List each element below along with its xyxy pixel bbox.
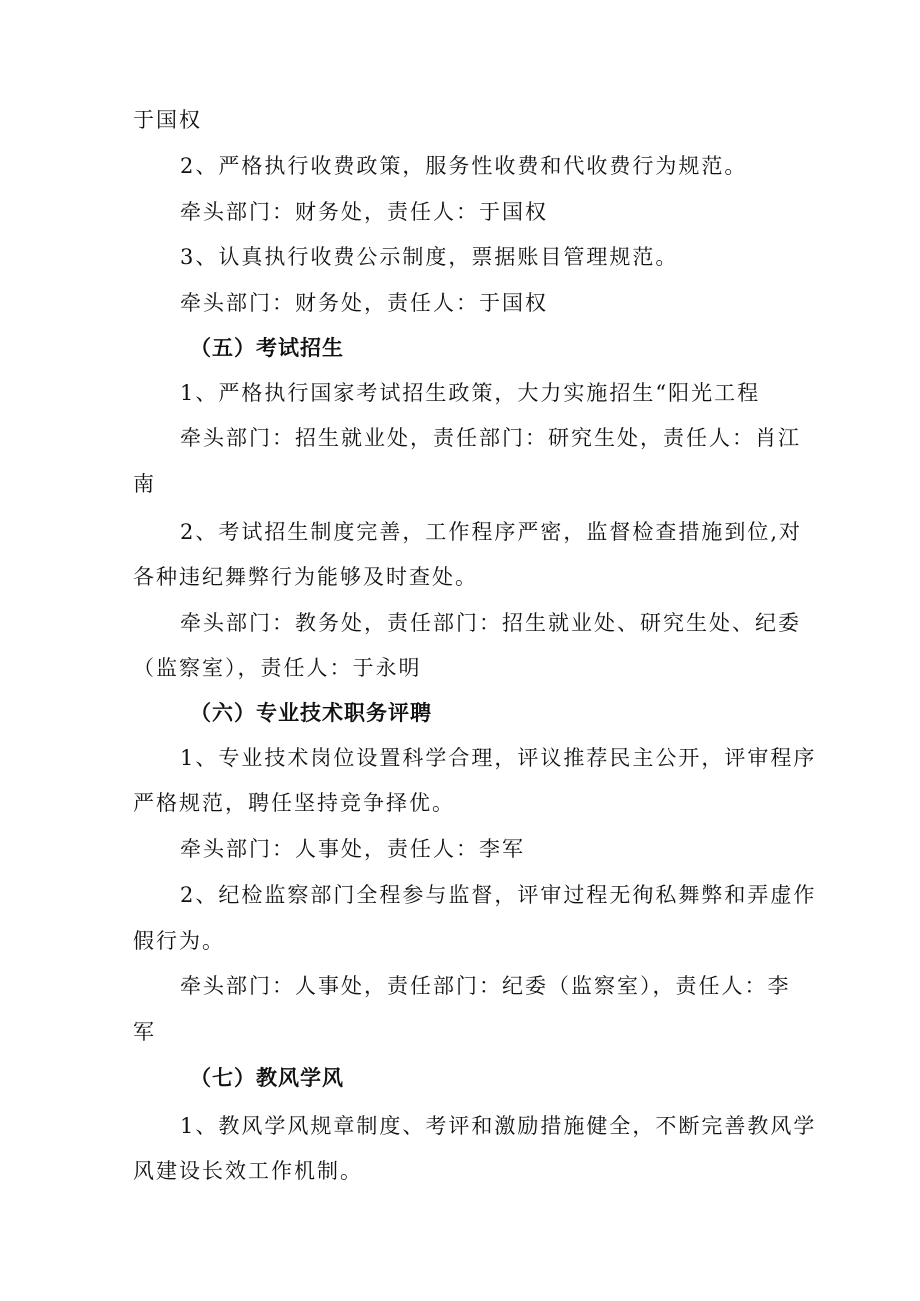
text-line: 2、严格执行收费政策，服务性收费和代收费行为规范。 [180,154,748,178]
section-heading: （七）教风学风 [190,1066,344,1090]
text-line: 1、教风学风规章制度、考评和激励措施健全，不断完善教风学 [180,1114,817,1138]
text-line: 各种违纪舞弊行为能够及时查处。 [133,565,478,589]
text-line: 军 [133,1020,156,1044]
text-line: 2、纪检监察部门全程参与监督，评审过程无徇私舞弊和弄虚作 [180,883,817,907]
text-line: （监察室），责任人：于永明 [133,656,422,680]
text-line: 牵头部门：财务处，责任人：于国权 [180,200,548,224]
text-line: 南 [133,472,156,496]
section-heading: （六）专业技术职务评聘 [190,701,432,725]
text-line: 牵头部门：招生就业处，责任部门：研究生处，责任人：肖江 [180,426,801,450]
text-line: 2、考试招生制度完善，工作程序严密，监督检查措施到位,对 [180,520,803,544]
text-line: 牵头部门：人事处，责任人：李军 [180,837,525,861]
text-line: 3、认真执行收费公示制度，票据账目管理规范。 [180,245,679,269]
text-line: 严格规范，聘任坚持竞争择优。 [133,791,455,815]
text-line: 风建设长效工作机制。 [133,1159,363,1183]
text-line: 牵头部门：教务处，责任部门：招生就业处、研究生处、纪委 [180,611,801,635]
text-line: 1、严格执行国家考试招生政策，大力实施招生“阳光工程 [180,381,761,405]
section-heading: （五）考试招生 [190,336,344,360]
text-line: 牵头部门：人事处，责任部门：纪委（监察室），责任人：李 [180,974,791,998]
text-line: 牵头部门：财务处，责任人：于国权 [180,291,548,315]
text-line: 于国权 [133,108,202,132]
text-line: 假行为。 [133,929,225,953]
text-line: 1、专业技术岗位设置科学合理，评议推荐民主公开，评审程序 [180,746,817,770]
